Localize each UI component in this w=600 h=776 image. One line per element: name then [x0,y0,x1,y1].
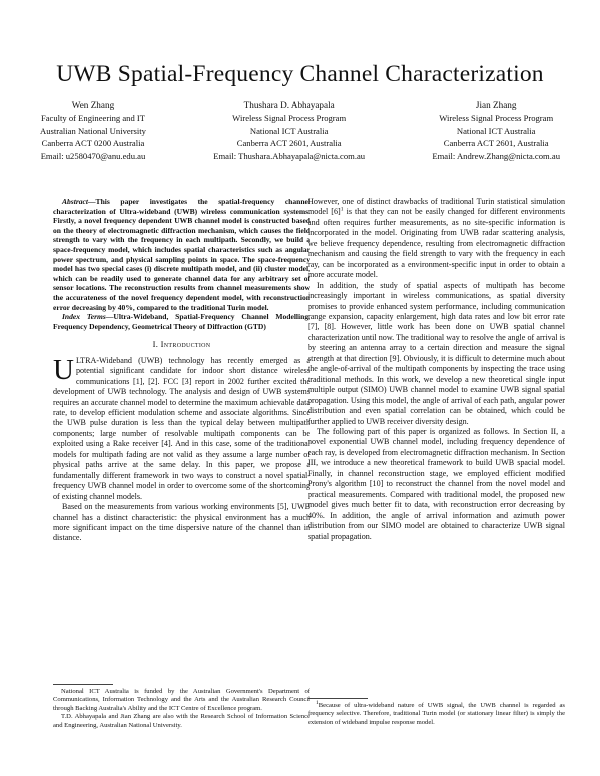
author-location: Canberra ACT 2601, Australia [236,138,342,149]
section-title: Introduction [160,339,211,350]
footnote-funding: National ICT Australia is funded by the Australian Government's Department of Communications, Information Technology and the Arts and the Australian Research Council through Backing Australia's Ability and the ICT Centre of Excellence program. [53,688,310,712]
author-2 [213,99,365,162]
left-footnotes [53,688,310,730]
intro-text-1: LTRA-Wideband (UWB) technology has recently emerged as a potential significant candidate for indoor short distance wireless communications [1], [2]. FCC [3] report in 2002 further excited the development of UWB technology. The analysis and design of UWB systems requires an accurate channel model to determine the maximum achievable data rate, to develop efficient modulation scheme and associate algorithms. Since the UWB pulse duration is less than the typical delay between multipath components; large number of resolvable multipath components can be exploited using a Rake receiver [4]. And in this case, some of the traditional models for multipath fading are not valid as they assume a large number of physical paths arrive at the same delay. In this paper, we propose a fundamentally different framework in two ways to construct a novel spatial-frequency UWB channel model in order to overcome some of the shortcoming of existing channel models. [53,355,310,501]
footnote-marker: 1 [340,206,344,213]
footnote-affiliation: T.D. Abhayapala and Jian Zhang are also with the Research School of Information Science and Engineering, Australian National University. [53,713,310,729]
author-1 [40,99,146,162]
drop-cap: U [53,353,74,386]
abstract-text: —This paper investigates the spatial-frequency channel characterization of Ultra-wideband (UWB) wireless communication systems. Firstly, a novel frequency dependent UWB channel model is constructed based on the theory of electromagnetic diffraction mechanism, which causes the field strength to vary with the frequency in each multipath. Secondly, we build a space-frequency model, which includes spatial characteristics such as angular power spectrum, and physical sampling points in space. The space-frequency model has two special cases (i) discrete multipath model, and (ii) cluster model, which can be readily used to generate channel data for any arbitrary set of sensor locations. The reconstruction results from channel measurements show the accurateness of the novel frequency dependent model, with reconstruction error decreasing by 40%, compared to the traditional Turin model. [53,197,310,312]
footnote-frequency [308,699,565,727]
index-terms-label: Index Terms [62,312,106,322]
intro-paragraph-2: Based on the measurements from various working environments [5], UWB channel has a distinct characteristic: the physical environment has a much more significant impact on the time dispersive nature of the channel than in distance. [53,502,310,543]
right-column [308,197,565,542]
right-paragraph-1 [308,197,565,281]
section-number: I. [152,339,159,350]
index-terms [53,312,310,331]
author-3 [432,99,560,162]
author-name: Jian Zhang [475,100,517,110]
footnote-number: 1 [316,699,319,706]
index-terms-text: —Ultra-Wideband, Spatial-Frequency Channel Modelling, Frequency Dependency, Geometrical Theory of Diffraction (GTD) [53,312,310,331]
author-affiliation: Wireless Signal Process Program [439,113,554,124]
footnote-frequency-text: Because of ultra-wideband nature of UWB signal, the UWB channel is regarded as frequency selective. Therefore, traditional Turin model (or stationary linear filter) is simply the extension of wideband impulse response model. [308,702,565,726]
author-email: Email: Thushara.Abhayapala@nicta.com.au [213,150,366,161]
paper-title: UWB Spatial-Frequency Channel Characterization [56,61,544,87]
abstract-label: Abstract [62,197,88,206]
author-affiliation: National ICT Australia [456,125,536,136]
right-paragraph-2: In addition, the study of spatial aspects of multipath has become increasingly important in wireless communications, as spatial diversity promises to provide enhanced system performance, including communication range expansion, capacity enlargement, high data rates and low bit error rate [7], [8]. However, little work has been done on UWB spatial channel characterization until now. The traditional way to resolve the angle of arrival is by steering an antenna array to a certain direction and measure the signal strength at that direction [9]. Obviously, it is difficult to determine much about the angle-of-arrival of the multipath components by inspecting the trace using traditional methods. In this work, we develop a new theoretical single input multiple output (SIMO) UWB channel model to examine UWB signal spatial propagation. Using this model, the angle of arrival of each path, angular power distribution and even spatial correlation can be obtained, which could be further applied to UWB receiver diversity design. [308,280,565,426]
right-text-1b: is that they can not be easily changed for different environments and often requires further measurements, as no site-specific information is incorporated in the model. Originating from UWB radar scattering analysis, we believe frequency dependence, resulting from electromagnetic diffraction mechanism and causing the field strength to vary with the frequency in each ray, can be incorporated as a environment-specific input in order to obtain a more accurate model. [308,207,565,280]
author-email: Email: u2580470@anu.edu.au [40,150,146,161]
author-location: Canberra ACT 0200 Australia [41,138,145,149]
intro-paragraph-1 [53,353,310,502]
author-affiliation: Faculty of Engineering and IT [40,113,146,124]
abstract [53,197,310,312]
section-heading [53,339,310,349]
right-footnote [308,699,565,727]
footnote-divider [53,684,113,685]
author-affiliation: Wireless Signal Process Program [232,113,347,124]
author-name: Wen Zhang [71,100,115,110]
left-column [53,197,310,544]
author-email: Email: Andrew.Zhang@nicta.com.au [432,150,560,161]
author-affiliation: Australian National University [40,125,146,136]
author-block [40,99,560,162]
author-affiliation: National ICT Australia [249,125,329,136]
author-location: Canberra ACT 2601, Australia [443,138,549,149]
author-name: Thushara D. Abhayapala [243,100,335,110]
right-text-1a: However, one of distinct drawbacks of traditional Turin statistical simulation model [6] [308,197,565,217]
right-paragraph-3: The following part of this paper is organized as follows. In Section II, a novel exponential UWB channel model, including frequency dependence of each ray, is developed from electromagnetic diffraction mechanism. In Section III, we introduce a new theoretical framework to build UWB spacial model. Finally, in channel reconstruction stage, we employed efficient modified Prony's algorithm [10] to reconstruct the channel from the novel model and practical measurements. Compared with traditional model, the proposed new model gives much better fit to data, with reconstruction error decreasing by 40%. In addition, the angle of arrival information and azimuth power distribution from our SIMO model are obtained to characterize UWB signal spatial propagation. [308,426,565,541]
